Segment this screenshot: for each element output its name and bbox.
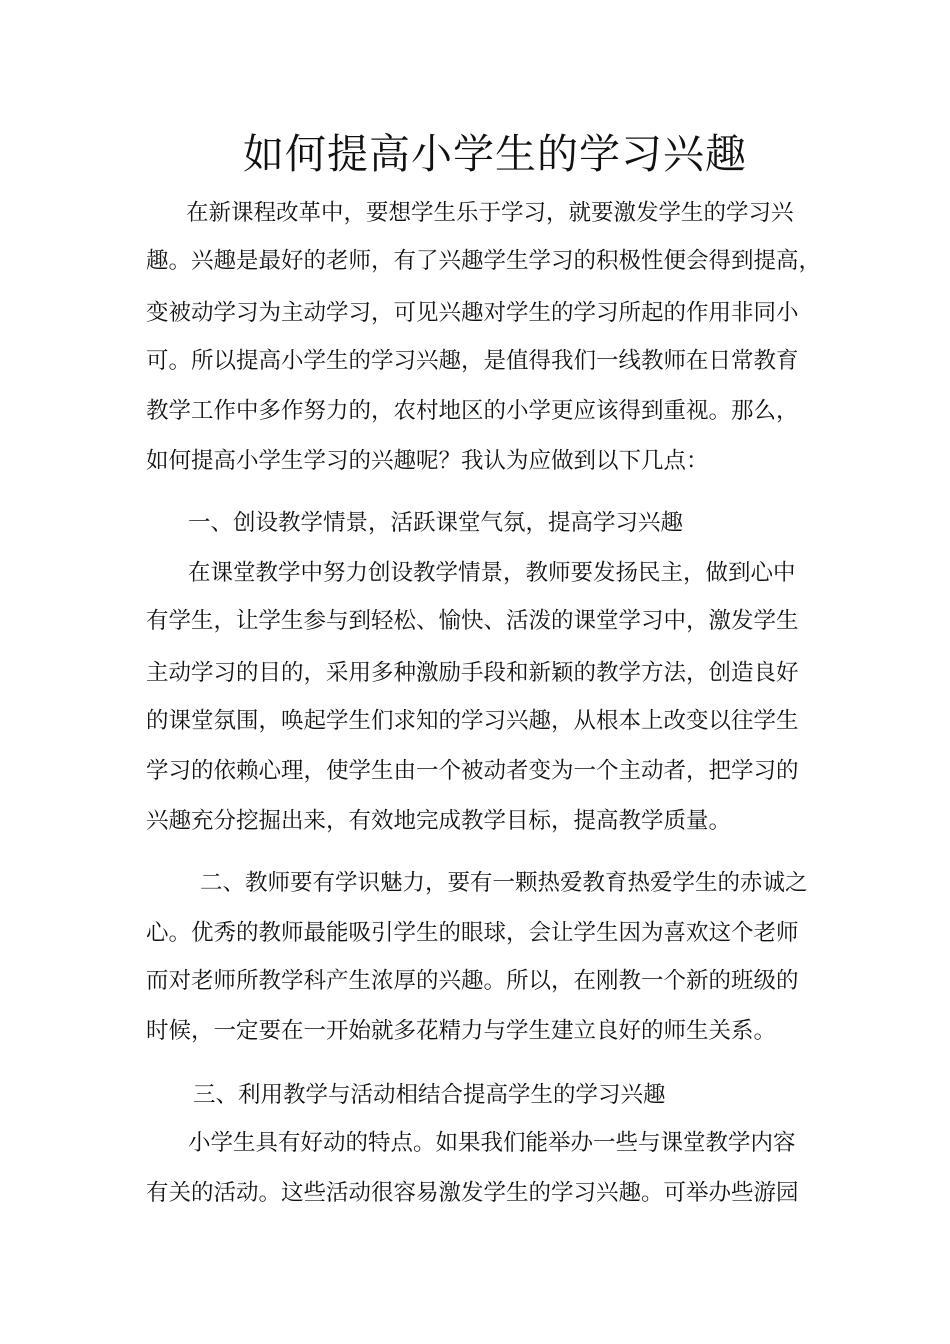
section1-line-1: 在课堂教学中努力创设教学情景，教师要发扬民主，做到心中: [188, 560, 796, 586]
section2-line-1: 二、教师要有学识魅力，要有一颗热爱教育热爱学生的赤诚之: [200, 870, 808, 896]
section3-line-1: 小学生具有好动的特点。如果我们能举办一些与课堂教学内容: [188, 1130, 796, 1156]
section3-line-2: 有关的活动。这些活动很容易激发学生的学习兴趣。可举办些游园: [146, 1180, 799, 1206]
section1-line-4: 的课堂氛围，唤起学生们求知的学习兴趣，从根本上改变以往学生: [146, 708, 799, 734]
intro-line-2: 趣。兴趣是最好的老师，有了兴趣学生学习的积极性便会得到提高，: [146, 248, 822, 274]
section2-line-2: 心。优秀的教师最能吸引学生的眼球，会让学生因为喜欢这个老师: [146, 920, 799, 946]
intro-line-5: 教学工作中多作努力的，农村地区的小学更应该得到重视。那么，: [146, 398, 799, 424]
section1-line-2: 有学生，让学生参与到轻松、愉快、活泼的课堂学习中，激发学生: [146, 608, 799, 634]
section1-line-6: 兴趣充分挖掘出来，有效地完成教学目标，提高教学质量。: [146, 808, 732, 834]
section1-heading: 一、创设教学情景，活跃课堂气氛，提高学习兴趣: [188, 510, 684, 536]
intro-line-1: 在新课程改革中，要想学生乐于学习，就要激发学生的学习兴: [186, 200, 794, 226]
document-title: 如何提高小学生的学习兴趣: [243, 130, 747, 178]
section2-line-3: 而对老师所教学科产生浓厚的兴趣。所以，在刚教一个新的班级的: [146, 968, 799, 994]
intro-line-6: 如何提高小学生学习的兴趣呢？我认为应做到以下几点：: [146, 448, 709, 474]
section3-heading: 三、利用教学与活动相结合提高学生的学习兴趣: [193, 1082, 666, 1108]
section2-line-4: 时候，一定要在一开始就多花精力与学生建立良好的师生关系。: [146, 1018, 777, 1044]
section1-line-3: 主动学习的目的，采用多种激励手段和新颖的教学方法，创造良好: [146, 660, 799, 686]
intro-line-4: 可。所以提高小学生的学习兴趣，是值得我们一线教师在日常教育: [146, 348, 799, 374]
section1-line-5: 学习的依赖心理，使学生由一个被动者变为一个主动者，把学习的: [146, 758, 799, 784]
intro-line-3: 变被动学习为主动学习，可见兴趣对学生的学习所起的作用非同小: [146, 300, 799, 326]
